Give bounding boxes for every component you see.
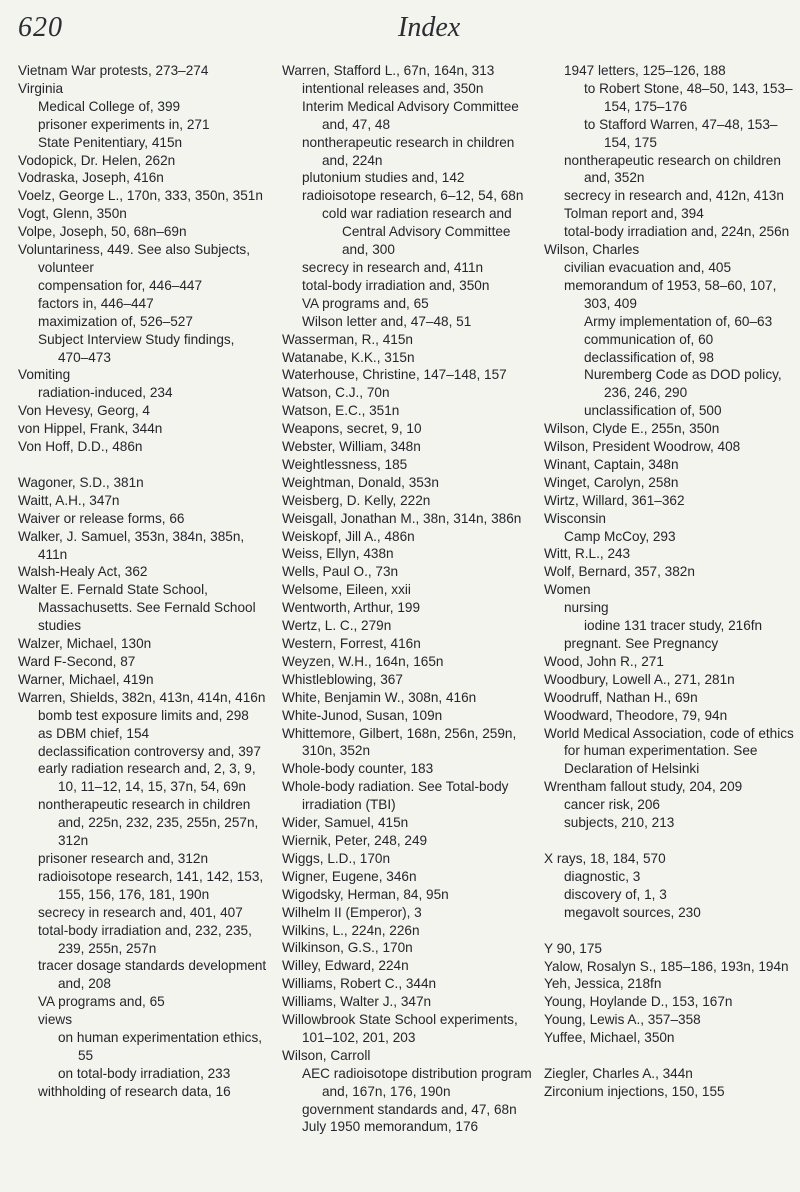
index-subentry: pregnant. See Pregnancy (564, 636, 719, 651)
index-subentry: bomb test exposure limits and, 298 (38, 707, 249, 723)
index-entry: Weiskopf, Jill A., 486n (282, 528, 415, 544)
index-entry: Whistleblowing, 367 (282, 671, 403, 687)
index-entry: Wiggs, L.D., 170n (282, 850, 391, 866)
index-subentry: unclassification of, 500 (584, 403, 722, 419)
index-entry: Wilson, President Woodrow, 408 (544, 439, 741, 455)
index-subentry: radioisotope research, 6–12, 54, 68n (302, 188, 524, 204)
index-subentry: to Robert Stone, 48–50, 143, 153–154, 175–176 (584, 80, 793, 114)
index-entry: Vogt, Glenn, 350n (18, 206, 127, 222)
index-entry: Wilhelm II (Emperor), 3 (282, 904, 422, 920)
index-entry: White, Benjamin W., 308n, 416n (282, 689, 477, 705)
index-subentry: total-body irradiation and, 224n, 256n (564, 224, 790, 240)
index-subentry: tracer dosage standards development and, 208 (38, 958, 267, 992)
index-subentry: discovery of, 1, 3 (564, 886, 667, 902)
index-subentry: prisoner experiments in, 271 (38, 116, 210, 132)
index-subentry: Medical College of, 399 (38, 98, 181, 114)
index-entry: Wolf, Bernard, 357, 382n (544, 564, 695, 580)
index-entry: Young, Lewis A., 357–358 (544, 1012, 701, 1028)
index-entry: Waiver or release forms, 66 (18, 510, 185, 526)
index-entry: Walter E. Fernald State School, Massachusetts. See Fernald School studies (18, 582, 256, 634)
index-subentry: compensation for, 446–447 (38, 277, 203, 293)
index-subentry: Army implementation of, 60–63 (584, 313, 773, 329)
index-entry: Wilson, Clyde E., 255n, 350n (544, 421, 720, 437)
index-subentry: nontherapeutic research in children and, 225n, 232, 235, 255n, 257n, 312n (38, 797, 259, 849)
index-subentry: State Penitentiary, 415n (38, 134, 183, 150)
index-entry: Volpe, Joseph, 50, 68n–69n (18, 224, 187, 240)
index-entry: Woodruff, Nathan H., 69n (544, 689, 698, 705)
index-entry: Warren, Shields, 382n, 413n, 414n, 416n (18, 689, 266, 705)
index-subentry: communication of, 60 (584, 331, 714, 347)
index-subentry: total-body irradiation and, 232, 235, 239, 255n, 257n (38, 922, 252, 956)
index-entry: Willey, Edward, 224n (282, 958, 409, 974)
index-entry: Wigodsky, Herman, 84, 95n (282, 886, 449, 902)
index-entry: Virginia (18, 80, 64, 96)
index-entry: Weightman, Donald, 353n (282, 474, 439, 490)
index-subentry: VA programs and, 65 (38, 994, 165, 1010)
page-number: 620 (18, 12, 63, 43)
index-entry: Wilkins, L., 224n, 226n (282, 922, 420, 938)
index-entry: Winant, Captain, 348n (544, 456, 679, 472)
index-entry: Wilson, Carroll (282, 1047, 371, 1063)
index-subentry: Tolman report and, 394 (564, 206, 704, 222)
index-entry: Yalow, Rosalyn S., 185–186, 193n, 194n (544, 958, 789, 974)
index-subentry: 1947 letters, 125–126, 188 (564, 63, 726, 78)
section-gap (544, 832, 794, 850)
index-entry: Woodbury, Lowell A., 271, 281n (544, 671, 735, 687)
index-subentry: radioisotope research, 141, 142, 153, 155, 156, 176, 181, 190n (38, 868, 264, 902)
index-subentry: Camp McCoy, 293 (564, 528, 676, 544)
index-subentry: factors in, 446–447 (38, 295, 154, 311)
index-subentry: nontherapeutic research in children and, 224n (302, 134, 515, 168)
index-subentry: nursing (564, 600, 609, 616)
index-subentry: secrecy in research and, 411n (302, 259, 484, 275)
index-subentry: total-body irradiation and, 350n (302, 277, 490, 293)
index-entry: Woodward, Theodore, 79, 94n (544, 707, 728, 723)
index-entry: Wider, Samuel, 415n (282, 815, 409, 831)
index-column-1 (18, 62, 268, 1101)
index-subentry: radiation-induced, 234 (38, 385, 173, 401)
index-subentry: diagnostic, 3 (564, 868, 641, 884)
index-entry: Young, Hoylande D., 153, 167n (544, 994, 733, 1010)
index-entry: Wentworth, Arthur, 199 (282, 600, 421, 616)
index-entry: Wood, John R., 271 (544, 653, 664, 669)
index-entry: White-Junod, Susan, 109n (282, 707, 443, 723)
index-entry: Winget, Carolyn, 258n (544, 474, 679, 490)
index-subentry: Subject Interview Study findings, 470–473 (38, 331, 235, 365)
index-entry: Yeh, Jessica, 218fn (544, 976, 662, 992)
index-entry: Wigner, Eugene, 346n (282, 868, 417, 884)
index-entry: Welsome, Eileen, xxii (282, 582, 411, 598)
index-subentry: government standards and, 47, 68n (302, 1101, 517, 1117)
index-subentry: secrecy in research and, 412n, 413n (564, 188, 784, 204)
index-entry: Wasserman, R., 415n (282, 331, 413, 347)
index-entry: von Hippel, Frank, 344n (18, 421, 163, 437)
index-entry: Zirconium injections, 150, 155 (544, 1083, 725, 1099)
index-entry: Weisgall, Jonathan M., 38n, 314n, 386n (282, 510, 522, 526)
index-subentry: secrecy in research and, 401, 407 (38, 904, 243, 920)
index-subentry: megavolt sources, 230 (564, 904, 701, 920)
index-entry: Wells, Paul O., 73n (282, 564, 399, 580)
index-subentry: July 1950 memorandum, 176 (302, 1119, 479, 1135)
section-gap (544, 1047, 794, 1065)
index-entry: Willowbrook State School experiments, 101–102, 201, 203 (282, 1012, 518, 1045)
index-entry: Williams, Walter J., 347n (282, 994, 432, 1010)
index-subentry: plutonium studies and, 142 (302, 170, 465, 186)
index-subentry: Interim Medical Advisory Committee and, 47, 48 (302, 98, 519, 132)
index-entry: Voelz, George L., 170n, 333, 350n, 351n (18, 188, 263, 204)
index-entry: Voluntariness, 449. See also Subjects, volunteer (18, 242, 250, 275)
index-entry: Waitt, A.H., 347n (18, 492, 120, 508)
index-subentry: declassification of, 98 (584, 349, 714, 365)
index-subentry: subjects, 210, 213 (564, 815, 675, 831)
index-entry: Wisconsin (544, 510, 606, 526)
index-column-2 (282, 62, 538, 1136)
index-subentry: views (38, 1012, 72, 1028)
index-entry: Women (544, 582, 591, 598)
index-subentry: declassification controversy and, 397 (38, 743, 261, 759)
index-entry: Wirtz, Willard, 361–362 (544, 492, 685, 508)
index-subentry: cancer risk, 206 (564, 797, 660, 813)
index-entry: Vodopick, Dr. Helen, 262n (18, 152, 176, 168)
index-entry: X rays, 18, 184, 570 (544, 850, 666, 866)
index-entry: Wiernik, Peter, 248, 249 (282, 832, 428, 848)
index-entry: Wilson, Charles (544, 242, 640, 258)
index-entry: Ziegler, Charles A., 344n (544, 1066, 693, 1082)
index-column-3 (544, 62, 794, 1101)
index-entry: Y 90, 175 (544, 940, 602, 956)
index-entry: Wagoner, S.D., 381n (18, 474, 144, 490)
index-entry: Wrentham fallout study, 204, 209 (544, 779, 743, 795)
index-entry: Whole-body radiation. See Total-body irradiation (TBI) (282, 779, 509, 813)
index-subentry: iodine 131 tracer study, 216fn (584, 618, 763, 634)
running-head: Index (398, 12, 461, 43)
index-entry: Vodraska, Joseph, 416n (18, 170, 164, 186)
index-entry: Ward F-Second, 87 (18, 654, 136, 669)
index-subentry: AEC radioisotope distribution program and, 167n, 176, 190n (302, 1065, 532, 1099)
index-subentry: on total-body irradiation, 233 (58, 1065, 231, 1081)
index-entry: Webster, William, 348n (282, 439, 421, 455)
index-entry: Yuffee, Michael, 350n (544, 1030, 675, 1046)
index-subentry: as DBM chief, 154 (38, 725, 150, 741)
index-entry: World Medical Association, code of ethics for human experimentation. See Declaration of Helsinki (544, 725, 794, 777)
section-gap (18, 456, 268, 474)
index-subentry: to Stafford Warren, 47–48, 153–154, 175 (584, 116, 778, 150)
index-entry: Vomiting (18, 367, 71, 383)
index-entry: Weiss, Ellyn, 438n (282, 546, 394, 562)
index-subentry: Nuremberg Code as DOD policy, 236, 246, 290 (584, 367, 782, 401)
index-subentry: VA programs and, 65 (302, 295, 429, 311)
index-entry: Waterhouse, Christine, 147–148, 157 (282, 367, 507, 383)
index-entry: Whittemore, Gilbert, 168n, 256n, 259n, 310n, 352n (282, 725, 517, 759)
index-entry: Warner, Michael, 419n (18, 671, 154, 687)
index-subentry: memorandum of 1953, 58–60, 107, 303, 409 (564, 277, 777, 311)
index-entry: Weyzen, W.H., 164n, 165n (282, 653, 444, 669)
index-entry: Von Hevesy, Georg, 4 (18, 403, 150, 419)
index-subentry: civilian evacuation and, 405 (564, 259, 732, 275)
index-subentry: cold war radiation research and Central Advisory Committee and, 300 (322, 206, 512, 258)
index-entry: Whole-body counter, 183 (282, 761, 434, 777)
index-entry: Witt, R.L., 243 (544, 546, 631, 562)
index-entry: Williams, Robert C., 344n (282, 976, 437, 992)
index-subentry: on human experimentation ethics, 55 (58, 1030, 263, 1063)
index-entry: Weisberg, D. Kelly, 222n (282, 492, 431, 508)
index-entry: Weapons, secret, 9, 10 (282, 421, 422, 437)
index-entry: Warren, Stafford L., 67n, 164n, 313 (282, 63, 495, 78)
index-entry: Von Hoff, D.D., 486n (18, 439, 143, 455)
section-gap (544, 922, 794, 940)
index-entry: Watanabe, K.K., 315n (282, 349, 415, 365)
index-entry: Watson, E.C., 351n (282, 403, 400, 419)
index-subentry: withholding of research data, 16 (38, 1083, 231, 1099)
index-entry: Wilkinson, G.S., 170n (282, 940, 413, 956)
index-subentry: maximization of, 526–527 (38, 313, 193, 329)
index-subentry: prisoner research and, 312n (38, 850, 209, 866)
index-entry: Walzer, Michael, 130n (18, 636, 152, 652)
index-entry: Vietnam War protests, 273–274 (18, 63, 209, 78)
index-entry: Walsh-Healy Act, 362 (18, 564, 148, 580)
index-entry: Watson, C.J., 70n (282, 385, 390, 401)
index-entry: Wertz, L. C., 279n (282, 618, 392, 634)
index-entry: Walker, J. Samuel, 353n, 384n, 385n, 411n (18, 528, 245, 562)
index-subentry: intentional releases and, 350n (302, 80, 484, 96)
index-subentry: Wilson letter and, 47–48, 51 (302, 313, 472, 329)
index-subentry: early radiation research and, 2, 3, 9, 10, 11–12, 14, 15, 37n, 54, 69n (38, 761, 256, 795)
index-entry: Western, Forrest, 416n (282, 636, 421, 651)
index-subentry: nontherapeutic research on children and, 352n (564, 152, 781, 186)
index-entry: Weightlessness, 185 (282, 456, 408, 472)
